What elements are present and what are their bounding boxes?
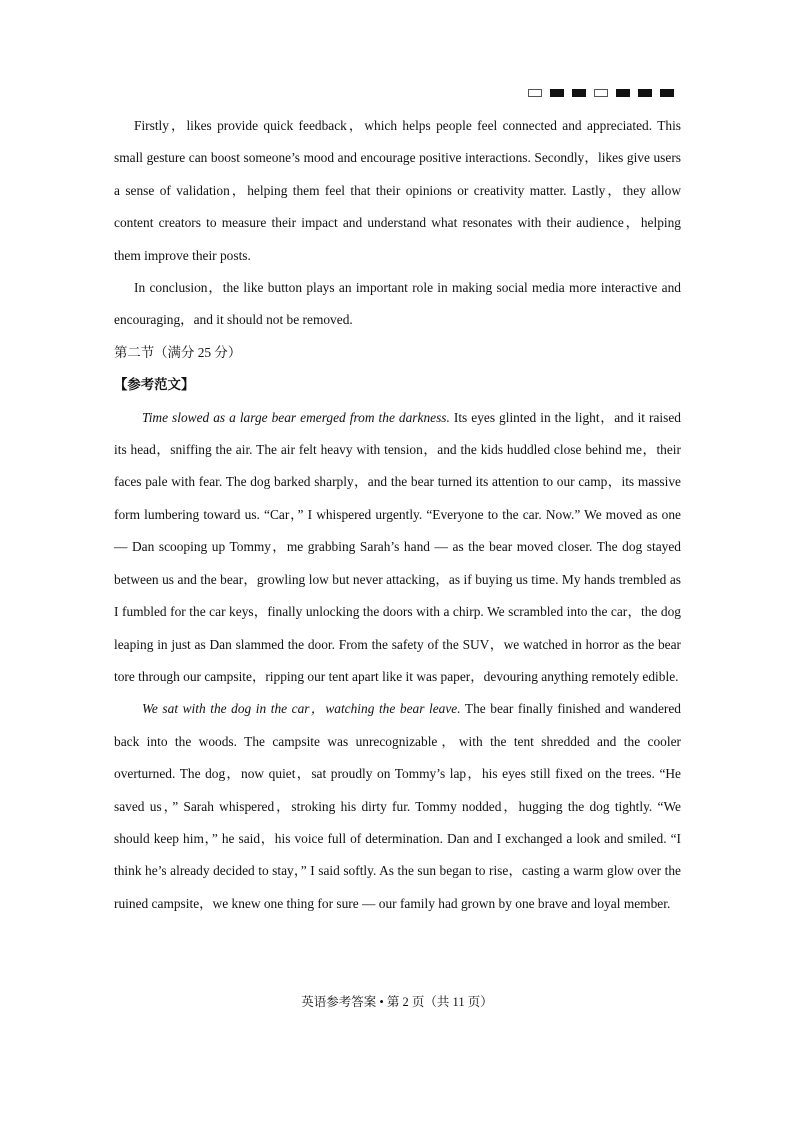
essay-paragraph-conclusion: In conclusion，the like button plays an important role in making social media more interactive and encouraging，and it should not be removed. [114,280,681,328]
header-mark-filled [616,89,630,97]
page-content [114,110,681,920]
header-mark-hollow [594,89,608,97]
story-paragraph-2 [114,693,681,920]
reference-title: 【参考范文】 [114,377,195,393]
header-mark-hollow [528,89,542,97]
story-paragraph-1-lead: Time slowed as a large bear emerged from the darkness. [142,409,450,425]
header-mark-filled [638,89,652,97]
story-paragraph-2-lead: We sat with the dog in the car，watching the bear leave. [142,701,461,717]
story-paragraph-2-body: The bear finally finished and wandered back into the woods. The campsite was unrecognizable，with the tent shredded and the cooler overturned. The dog，now quiet，sat proudly on Tommy’s lap，his eyes still fixed on the trees. “He saved us，” Sarah whispered，stroking his dirty fur. Tommy nodded，hugging the dog tightly. “We should keep him，” he said，his voice full of determination. Dan and I exchanged a look and smiled. “I think he’s already decided to stay，” I said softly. As the sun began to rise，casting a warm glow over the ruined campsite，we knew one thing for sure — our family had grown by one brave and loyal member. [114,701,681,911]
header-mark-filled [572,89,586,97]
header-mark-filled [550,89,564,97]
page-footer: 英语参考答案 • 第 2 页（共 11 页） [301,995,493,1009]
section-heading: 第二节（满分 25 分） [114,344,242,360]
story-paragraph-1-body: Its eyes glinted in the light，and it raised its head，sniffing the air. The air felt heavy with tension，and the kids huddled close behind me，their faces pale with fear. The dog barked sharply，and the bear turned its attention to our camp，its massive form lumbering toward us. “Car，” I whispered urgently. “Everyone to the car. Now.” We moved as one — Dan scooping up Tommy，me grabbing Sarah’s hand — as the bear moved closer. The dog stayed between us and the bear，growling low but never attacking，as if buying us time. My hands trembled as I fumbled for the car keys，finally unlocking the doors with a chirp. We scrambled into the car，the dog leaping in just as Dan slammed the door. From the safety of the SUV，we watched in horror as the bear tore through our campsite，ripping our tent apart like it was paper，devouring anything remotely edible. [114,409,681,684]
header-mark-filled [660,89,674,97]
essay-paragraph-firstly: Firstly，likes provide quick feedback，which helps people feel connected and appreciated. This small gesture can boost someone’s mood and encourage positive interactions. Secondly，likes give users a sense of validation，helping them feel that their opinions or creativity matter. Lastly，they allow content creators to measure their impact and understand what resonates with their audience，helping them improve their posts. [114,118,681,263]
header-marks [528,89,674,99]
story-paragraph-1 [114,402,681,694]
